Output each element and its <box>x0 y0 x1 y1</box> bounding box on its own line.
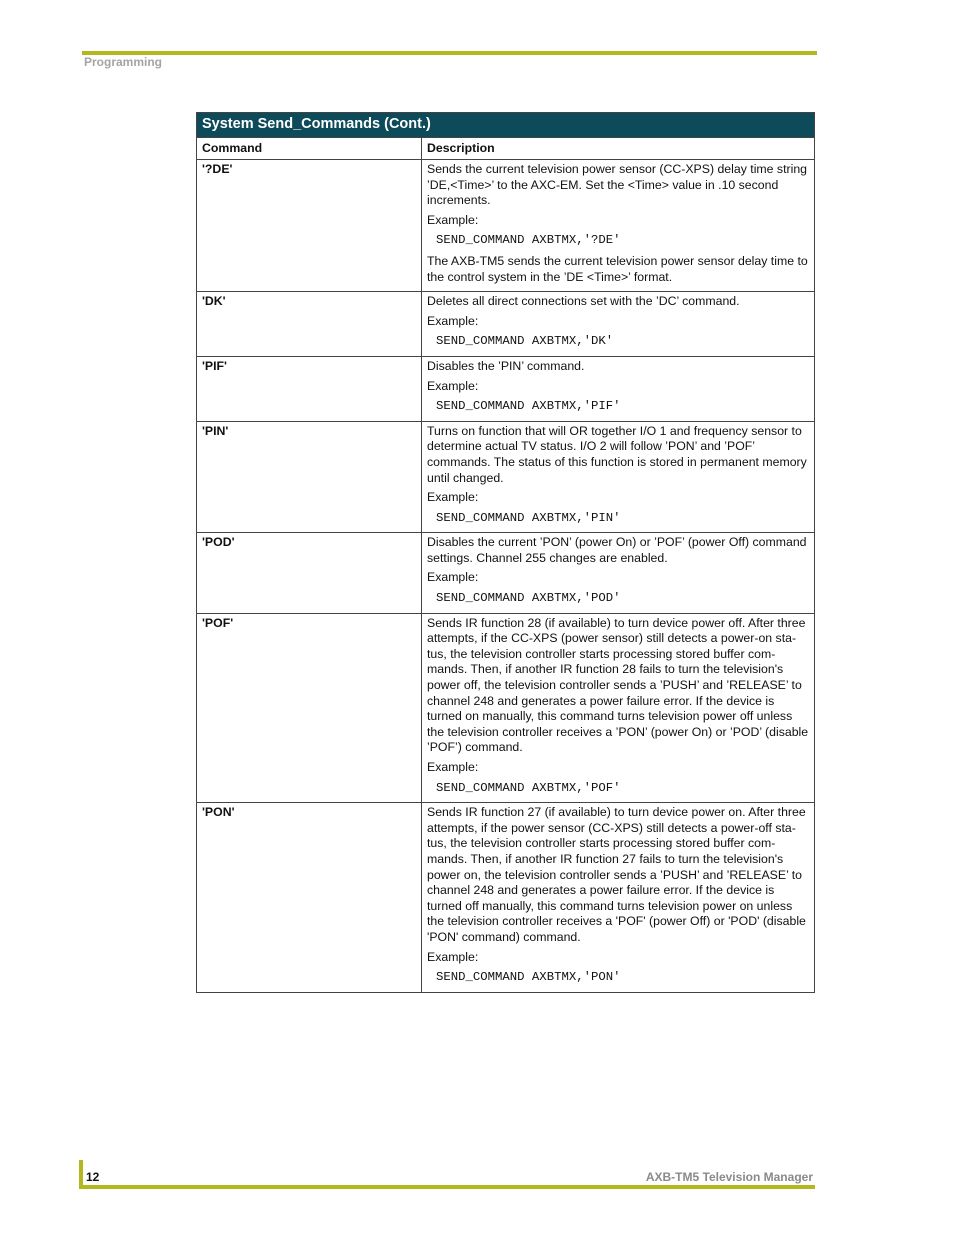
command-description <box>422 533 815 613</box>
description-text: Deletes all direct connections set with the ’DC’ command. <box>427 294 740 309</box>
command-name: 'POF' <box>197 613 422 803</box>
description-text: Sends the current television power sensor (CC-XPS) delay time string ’DE,<Time>’ to the AXC-EM. Set the <Time> value in .10 second increments. <box>427 162 807 208</box>
table-title-row <box>197 113 815 138</box>
command-description <box>422 803 815 993</box>
send-commands-table <box>196 112 815 993</box>
code-example: SEND_COMMAND AXBTMX,'POF' <box>436 780 621 795</box>
section-label: Programming <box>84 55 163 69</box>
command-description <box>422 421 815 533</box>
table-row <box>197 533 815 613</box>
table-row <box>197 356 815 421</box>
command-name: 'DK' <box>197 292 422 357</box>
header-rule <box>82 51 817 55</box>
description-text: Turns on function that will OR together I/O 1 and frequency sensor to determine actual TV status. I/O 2 will follow ’PON’ and ’POF’ commands. The status of this function is stored in permanent memory until changed. <box>427 423 807 485</box>
code-example: SEND_COMMAND AXBTMX,'PON' <box>436 970 621 985</box>
table-row <box>197 421 815 533</box>
command-description <box>422 356 815 421</box>
table-title: System Send_Commands (Cont.) <box>197 113 815 138</box>
command-name: 'PON' <box>197 803 422 993</box>
description-text: Disables the current ’PON’ (power On) or ’POF’ (power Off) command settings. Channel 255 changes are enabled. <box>427 535 807 565</box>
description-note: The AXB-TM5 sends the current television power sensor delay time to the control system in the ’DE <Time>’ format. <box>427 253 808 284</box>
example-label: Example: <box>427 760 479 774</box>
table-row <box>197 803 815 993</box>
code-example: SEND_COMMAND AXBTMX,'PIN' <box>436 510 621 525</box>
command-description <box>422 613 815 803</box>
command-description <box>422 160 815 292</box>
table-header-row <box>197 138 815 160</box>
document-title: AXB-TM5 Television Manager <box>645 1170 813 1184</box>
table-row <box>197 613 815 803</box>
example-label: Example: <box>427 949 479 964</box>
table-row <box>197 292 815 357</box>
description-text: Sends IR function 27 (if available) to turn device power on. After three attempts, if the power sensor (CC-XPS) still detects a power-off sta-tus, the television controller starts processing stored buffer com-mands. Then, if another IR function 27 fails to turn the television's power on, the television controller sends a ’PUSH’ and ’RELEASE’ to channel 248 and generates a power failure error. If the device is turned off manually, this command turns television power on unless the television controller receives a 'POF' (power Off) or 'POD' (disable 'PON' command) command. <box>427 805 806 944</box>
column-header-command: Command <box>197 138 422 160</box>
command-name: '?DE' <box>197 160 422 292</box>
example-label: Example: <box>427 570 479 585</box>
page-number: 12 <box>86 1170 100 1184</box>
example-label: Example: <box>427 378 479 393</box>
command-name: 'PIN' <box>197 421 422 533</box>
table-row <box>197 160 815 292</box>
example-label: Example: <box>427 212 479 227</box>
column-header-description: Description <box>422 138 815 160</box>
footer-rule <box>82 1185 815 1189</box>
description-text: Sends IR function 28 (if available) to turn device power off. After three attempts, if the CC-XPS (power sensor) still detects a power-on sta-tus, the television controller starts processing stored buffer com-mands. Then, if another IR function 28 fails to turn the television's power off, the television controller sends a ’PUSH’ and ’RELEASE’ to channel 248 and generates a power failure error. If the device is turned on manually, this command turns television power off unless the television controller receives a ’PON’ (power On) or ’POD’ (disable ’POF’) command. <box>427 615 809 755</box>
command-name: 'PIF' <box>197 356 422 421</box>
command-description <box>422 292 815 357</box>
command-name: 'POD' <box>197 533 422 613</box>
code-example: SEND_COMMAND AXBTMX,'?DE' <box>436 233 621 248</box>
description-text: Disables the ’PIN’ command. <box>427 358 585 373</box>
example-label: Example: <box>427 490 479 505</box>
code-example: SEND_COMMAND AXBTMX,'DK' <box>436 334 614 349</box>
example-label: Example: <box>427 313 479 328</box>
code-example: SEND_COMMAND AXBTMX,'POD' <box>436 591 621 606</box>
code-example: SEND_COMMAND AXBTMX,'PIF' <box>436 399 621 414</box>
